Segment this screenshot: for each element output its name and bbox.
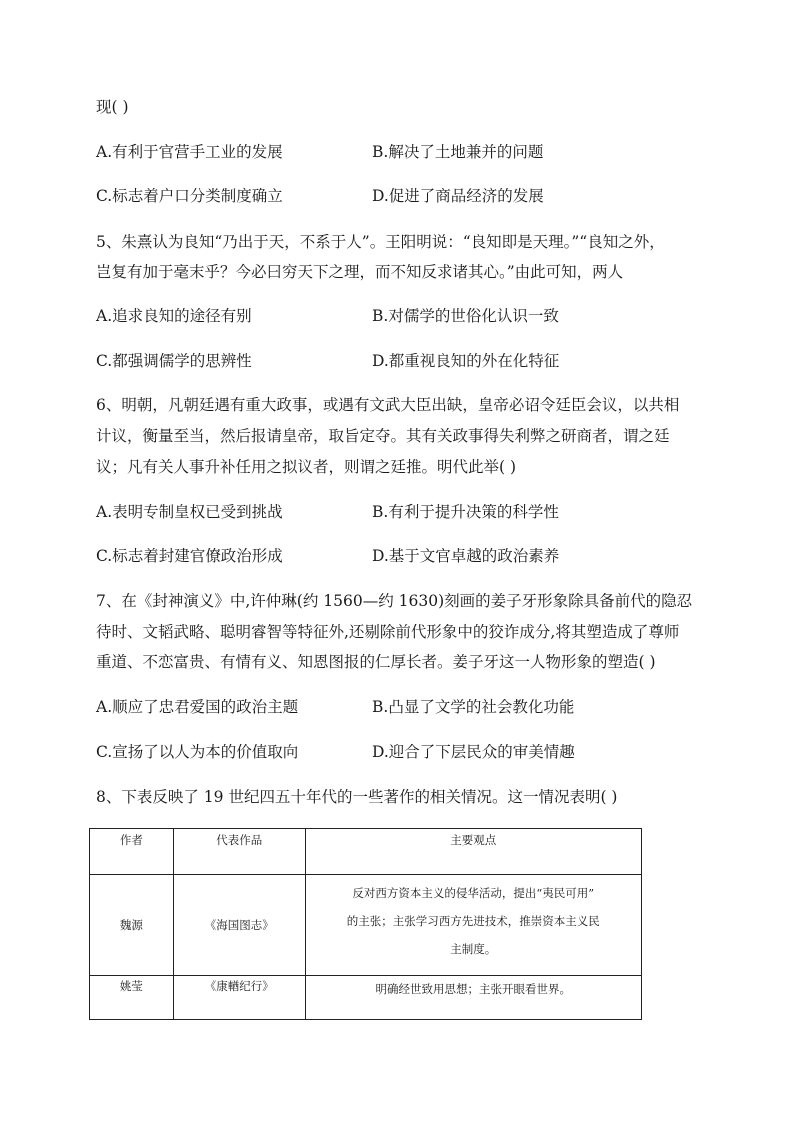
q4-option-b: B.解决了土地兼并的问题 <box>372 143 544 161</box>
view-line: 的主张；主张学习西方先进技术，推崇资本主义民 <box>346 914 600 928</box>
header-author: 作者 <box>90 829 174 875</box>
q5-option-a: A.追求良知的途径有别 <box>96 307 252 325</box>
q4-option-c: C.标志着户口分类制度确立 <box>96 187 283 205</box>
q5-option-c: C.都强调儒学的思辨性 <box>96 352 252 370</box>
q4-stem-tail: 现( ) <box>96 98 129 116</box>
q7-option-b: B.凸显了文学的社会教化功能 <box>372 698 575 716</box>
q6-option-a: A.表明专制皇权已受到挑战 <box>96 503 283 521</box>
q7-option-d: D.迎合了下层民众的审美情趣 <box>372 743 575 761</box>
cell-work: 《海国图志》 <box>173 875 305 976</box>
view-line: 明确经世致用思想；主张开眼看世界。 <box>375 982 572 996</box>
q7-stem-line-2: 待时、文韬武略、聪明睿智等特征外,还剔除前代形象中的狡诈成分,将其塑造成了尊师 <box>96 623 680 641</box>
q5-stem-line-2: 岂复有加于毫末乎？今必曰穷天下之理，而不知反求诸其心。”由此可知，两人 <box>96 263 624 281</box>
q8-table <box>89 828 642 1020</box>
cell-view <box>305 976 641 1020</box>
q6-option-b: B.有利于提升决策的科学性 <box>372 503 559 521</box>
q5-option-b: B.对儒学的世俗化认识一致 <box>372 307 559 325</box>
cell-author: 姚莹 <box>90 976 174 1020</box>
q6-stem-line-2: 计议，衡量至当，然后报请皇帝，取旨定夺。其有关政事得失利弊之研商者，谓之廷 <box>96 427 670 445</box>
q6-option-d: D.基于文官卓越的政治素养 <box>372 547 560 565</box>
table-header-row <box>90 829 642 875</box>
q4-option-d: D.促进了商品经济的发展 <box>372 187 544 205</box>
table-row <box>90 976 642 1020</box>
cell-author: 魏源 <box>90 875 174 976</box>
q7-stem-line-3: 重道、不恋富贵、有情有义、知恩图报的仁厚长者。姜子牙这一人物形象的塑造( ) <box>96 653 656 671</box>
header-view: 主要观点 <box>305 829 641 875</box>
q6-stem-line-3: 议；凡有关人事升补任用之拟议者，则谓之廷推。明代此举( ) <box>96 458 517 476</box>
view-line: 反对西方资本主义的侵华活动，提出“夷民可用” <box>352 886 595 900</box>
q7-stem-line-1: 7、在《封神演义》中,许仲琳(约 1560—约 1630)刻画的姜子牙形象除具备前代的隐忍 <box>96 592 693 610</box>
q5-stem-line-1: 5、朱熹认为良知“乃出于天，不系于人”。王阳明说：“良知即是天理。”“良知之外， <box>96 233 665 251</box>
q8-stem: 8、下表反映了 19 世纪四五十年代的一些著作的相关情况。这一情况表明( ) <box>96 788 618 806</box>
cell-work: 《康輶纪行》 <box>173 976 305 1020</box>
view-line: 主制度。 <box>450 942 497 956</box>
q7-option-a: A.顺应了忠君爱国的政治主题 <box>96 698 299 716</box>
q7-option-c: C.宣扬了以人为本的价值取向 <box>96 743 299 761</box>
cell-view <box>305 875 641 976</box>
q6-option-c: C.标志着封建官僚政治形成 <box>96 547 283 565</box>
q6-stem-line-1: 6、明朝，凡朝廷遇有重大政事，或遇有文武大臣出缺，皇帝必诏令廷臣会议，以共相 <box>96 396 680 414</box>
header-work: 代表作品 <box>173 829 305 875</box>
q5-option-d: D.都重视良知的外在化特征 <box>372 352 560 370</box>
q4-option-a: A.有利于官营手工业的发展 <box>96 143 283 161</box>
table-row <box>90 875 642 976</box>
